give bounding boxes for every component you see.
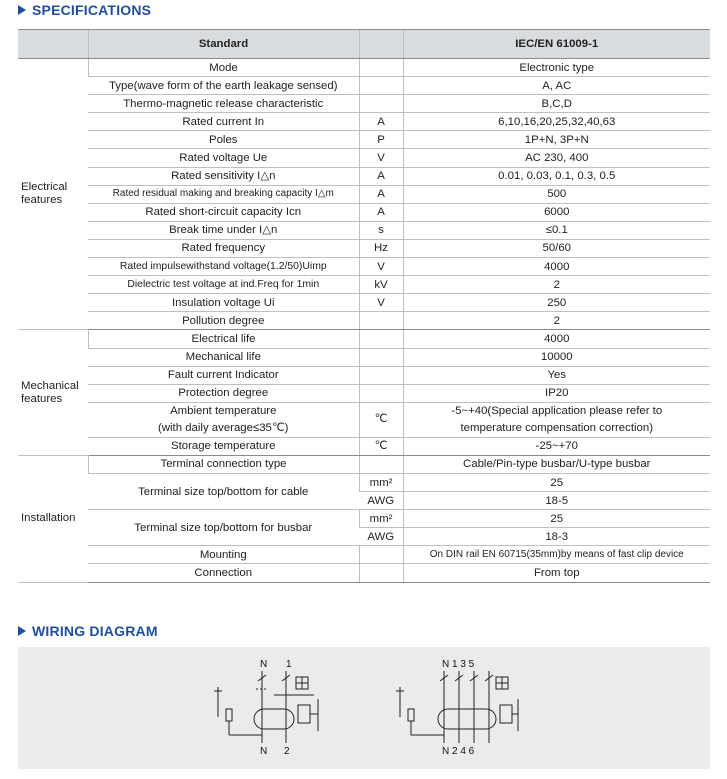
table-row — [18, 239, 710, 257]
unit-cell: ℃ — [359, 437, 403, 455]
table-row — [18, 185, 710, 203]
header-unit-cell — [359, 30, 403, 59]
param-label: Poles — [88, 131, 359, 149]
value-cell: 500 — [403, 185, 710, 203]
table-row — [18, 366, 710, 384]
value-cell: IP20 — [403, 384, 710, 402]
table-row — [18, 510, 710, 528]
header-standard-value: IEC/EN 61009-1 — [403, 30, 710, 59]
table-row — [18, 546, 710, 564]
unit-cell — [359, 546, 403, 564]
unit-cell: ℃ — [359, 402, 403, 437]
wiring-diagram-title: WIRING DIAGRAM — [18, 623, 158, 639]
param-label: Break time under I△n — [88, 221, 359, 239]
value-cell: 0.01, 0.03, 0.1, 0.3, 0.5 — [403, 167, 710, 185]
param-label: Rated impulsewithstand voltage(1.2/50)Uimp — [88, 258, 359, 276]
value-cell: 6000 — [403, 203, 710, 221]
diagram1-bottom-n-label: N — [260, 746, 268, 757]
header-empty-cell — [18, 30, 88, 59]
table-row — [18, 294, 710, 312]
value-cell: 25 — [403, 510, 710, 528]
value-cell: On DIN rail EN 60715(35mm)by means of fast clip device — [403, 546, 710, 564]
param-label: Terminal connection type — [88, 455, 359, 473]
diagram1-top-1-label: 1 — [286, 659, 292, 670]
value-cell: Yes — [403, 366, 710, 384]
diagram1-top-n-label: N — [260, 659, 268, 670]
param-label: Rated voltage Ue — [88, 149, 359, 167]
param-label: Connection — [88, 564, 359, 582]
unit-cell: AWG — [359, 492, 403, 510]
value-cell: 250 — [403, 294, 710, 312]
value-cell: AC 230, 400 — [403, 149, 710, 167]
unit-cell — [359, 95, 403, 113]
table-row — [18, 258, 710, 276]
specifications-title: SPECIFICATIONS — [18, 2, 151, 18]
value-cell: 25 — [403, 473, 710, 491]
unit-cell: mm² — [359, 473, 403, 491]
value-cell: 4000 — [403, 330, 710, 348]
unit-cell: kV — [359, 276, 403, 294]
unit-cell: P — [359, 131, 403, 149]
table-row — [18, 348, 710, 366]
table-row — [18, 312, 710, 330]
unit-cell — [359, 77, 403, 95]
unit-cell — [359, 564, 403, 582]
param-label: Storage temperature — [88, 437, 359, 455]
unit-cell — [359, 366, 403, 384]
param-label: Rated short-circuit capacity Icn — [88, 203, 359, 221]
unit-cell: A — [359, 185, 403, 203]
table-row — [18, 149, 710, 167]
param-label: Rated sensitivity I△n — [88, 167, 359, 185]
param-label: Mounting — [88, 546, 359, 564]
param-line: Ambient temperature — [170, 404, 277, 417]
table-row — [18, 455, 710, 473]
param-label: Type(wave form of the earth leakage sensed) — [88, 77, 359, 95]
table-row — [18, 113, 710, 131]
param-label: Mechanical life — [88, 348, 359, 366]
value-cell: 1P+N, 3P+N — [403, 131, 710, 149]
value-cell: 18-5 — [403, 492, 710, 510]
table-row — [18, 221, 710, 239]
value-cell: From top — [403, 564, 710, 582]
diagram1-bottom-2-label: 2 — [284, 746, 290, 757]
triangle-bullet-icon — [18, 5, 26, 15]
value-cell: 10000 — [403, 348, 710, 366]
value-line: -5~+40(Special application please refer to — [451, 404, 663, 417]
value-cell: 2 — [403, 276, 710, 294]
param-label: Pollution degree — [88, 312, 359, 330]
value-cell: -25~+70 — [403, 437, 710, 455]
wiring-diagram-panel — [18, 647, 710, 769]
unit-cell: A — [359, 113, 403, 131]
unit-cell: s — [359, 221, 403, 239]
param-label: Rated residual making and breaking capacity I△m — [88, 185, 359, 203]
value-cell: B,C,D — [403, 95, 710, 113]
table-header-row — [18, 30, 710, 59]
table-row — [18, 437, 710, 455]
unit-cell — [359, 59, 403, 77]
unit-cell: A — [359, 203, 403, 221]
wiring-diagram-3p-n — [396, 671, 518, 743]
table-row — [18, 276, 710, 294]
table-row — [18, 95, 710, 113]
param-label: Mode — [88, 59, 359, 77]
wiring-diagram-1p-n — [214, 671, 318, 743]
group-mechanical: Mechanical features — [18, 330, 88, 455]
value-cell: Cable/Pin-type busbar/U-type busbar — [403, 455, 710, 473]
unit-cell — [359, 312, 403, 330]
param-label: Dielectric test voltage at ind.Freq for 1min — [88, 276, 359, 294]
param-label: Fault current Indicator — [88, 366, 359, 384]
table-row — [18, 203, 710, 221]
unit-cell — [359, 330, 403, 348]
unit-cell: AWG — [359, 528, 403, 546]
table-row — [18, 402, 710, 437]
param-label: Rated current In — [88, 113, 359, 131]
wiring-diagram-svg — [18, 647, 710, 769]
unit-cell: mm² — [359, 510, 403, 528]
value-cell: A, AC — [403, 77, 710, 95]
diagram2-top-labels: N 1 3 5 — [442, 659, 475, 670]
unit-cell: V — [359, 149, 403, 167]
param-label: Insulation voltage Ui — [88, 294, 359, 312]
value-cell — [403, 402, 710, 437]
table-row — [18, 384, 710, 402]
table-row — [18, 330, 710, 348]
diagram2-bottom-labels: N 2 4 6 — [442, 746, 475, 757]
value-cell: Electronic type — [403, 59, 710, 77]
specifications-table — [18, 29, 710, 583]
param-label: Thermo-magnetic release characteristic — [88, 95, 359, 113]
value-line: temperature compensation correction) — [460, 421, 653, 434]
param-label: Protection degree — [88, 384, 359, 402]
param-label — [88, 402, 359, 437]
group-electrical: Electrical features — [18, 59, 88, 330]
table-row — [18, 167, 710, 185]
triangle-bullet-icon — [18, 626, 26, 636]
unit-cell: V — [359, 258, 403, 276]
param-label: Rated frequency — [88, 239, 359, 257]
param-line: (with daily average≤35℃) — [158, 421, 289, 434]
unit-cell: Hz — [359, 239, 403, 257]
table-row — [18, 564, 710, 582]
value-cell: 50/60 — [403, 239, 710, 257]
table-row — [18, 59, 710, 77]
unit-cell — [359, 348, 403, 366]
value-cell: 4000 — [403, 258, 710, 276]
param-label: Terminal size top/bottom for busbar — [88, 510, 359, 546]
value-cell: 2 — [403, 312, 710, 330]
value-cell: 18-3 — [403, 528, 710, 546]
table-row — [18, 77, 710, 95]
table-row — [18, 131, 710, 149]
param-label: Terminal size top/bottom for cable — [88, 473, 359, 509]
value-cell: 6,10,16,20,25,32,40,63 — [403, 113, 710, 131]
unit-cell: A — [359, 167, 403, 185]
table-row — [18, 473, 710, 491]
value-cell: ≤0.1 — [403, 221, 710, 239]
group-installation: Installation — [18, 455, 88, 582]
param-label: Electrical life — [88, 330, 359, 348]
unit-cell — [359, 455, 403, 473]
header-standard-label: Standard — [88, 30, 359, 59]
unit-cell — [359, 384, 403, 402]
unit-cell: V — [359, 294, 403, 312]
